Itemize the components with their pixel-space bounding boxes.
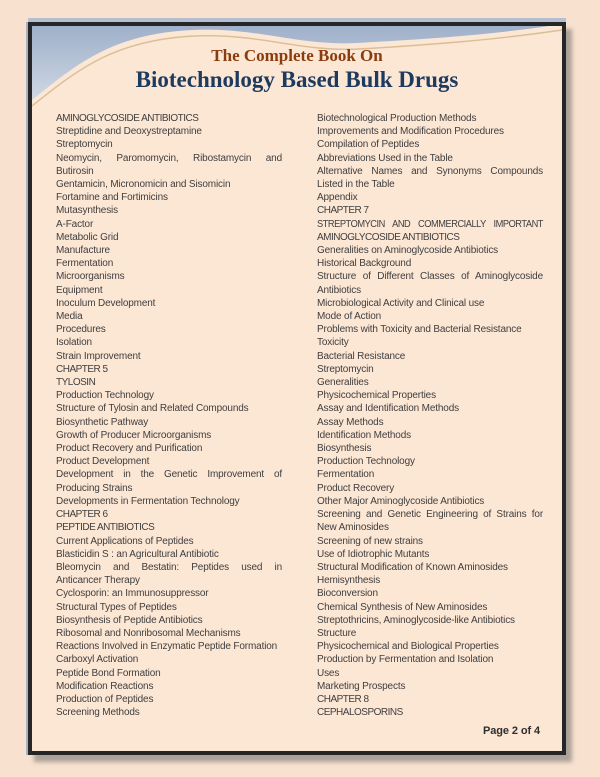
toc-line: Mutasynthesis [56,205,118,217]
toc-line: Gentamicin, Micronomicin and Sisomicin [56,179,231,191]
toc-line: Marketing Prospects [317,680,406,692]
toc-line: Development in the Genetic Improvement of [56,469,282,481]
toc-line: Ribosomal and Nonribosomal Mechanisms [56,627,241,639]
toc-line: Structure [317,627,357,639]
toc-line: Appendix [317,192,358,204]
toc-line: Current Applications of Peptides [56,535,194,547]
toc-line: CHAPTER 8 [317,693,369,705]
toc-line: Fermentation [56,258,114,270]
toc-line: Inoculum Development [56,297,156,309]
toc-line: Biosynthesis [317,443,372,455]
toc-line: Structural Types of Peptides [56,601,177,613]
toc-line: Assay Methods [317,416,384,428]
toc-line: Cyclosporin: an Immunosuppressor [56,588,209,600]
toc-line: Historical Background [317,258,412,270]
toc-line: Isolation [56,337,92,349]
toc-line: New Aminosides [317,522,389,534]
toc-line: CEPHALOSPORINS [317,707,403,719]
toc-line: Neomycin, Paromomycin, Ribostamycin and [56,152,282,164]
toc-line: Media [56,311,83,323]
toc-line: Generalities [317,377,369,389]
toc-line: Procedures [56,324,106,336]
toc-line: Streptidine and Deoxystreptamine [56,126,202,138]
toc-line: Biosynthetic Pathway [56,416,149,428]
toc-line: Abbreviations Used in the Table [317,152,453,164]
toc-line: Biotechnological Production Methods [317,113,477,124]
toc-line: Bacterial Resistance [317,350,406,362]
toc-line: Fortamine and Fortimicins [56,192,168,204]
toc-line: Listed in the Table [317,179,395,191]
toc-line: Physicochemical Properties [317,390,436,402]
toc-line: Streptomycin [56,139,113,151]
toc-line: Strain Improvement [56,350,141,362]
toc-line: Structural Modification of Known Aminosides [317,561,508,573]
toc-line: Microorganisms [56,271,125,283]
toc-line: Identification Methods [317,429,411,441]
toc-line: Chemical Synthesis of New Aminosides [317,601,488,613]
toc-line: Production Technology [317,456,415,468]
toc-line: Other Major Aminoglycoside Antibiotics [317,495,485,507]
toc-line: Uses [317,667,340,679]
document-frame [28,22,566,755]
toc-line: Structure of Different Classes of Aminoglycoside [317,271,543,283]
toc-line: Streptomycin [317,363,374,375]
toc-line: Anticancer Therapy [56,575,140,587]
toc-line: Assay and Identification Methods [317,403,459,415]
toc-line: Developments in Fermentation Technology [56,495,240,507]
page-number: Page 2 of 4 [483,725,540,737]
toc-line: Alternative Names and Synonyms Compounds [317,165,543,177]
toc-line: PEPTIDE ANTIBIOTICS [56,522,155,534]
toc-line: Product Recovery [317,482,395,494]
toc-line: STREPTOMYCIN AND COMMERCIALLY IMPORTANT [317,218,544,230]
toc-line: Production Technology [56,390,154,402]
toc-line: Production by Fermentation and Isolation [317,654,494,666]
toc-line: Use of Idiotrophic Mutants [317,548,430,560]
toc-line: Physicochemical and Biological Properties [317,641,499,653]
toc-line: CHAPTER 5 [56,363,108,375]
toc-line: A-Factor [56,218,94,230]
book-title: Biotechnology Based Bulk Drugs [135,67,459,92]
toc-line: Equipment [56,284,103,296]
toc-line: Peptide Bond Formation [56,667,161,679]
book-subtitle: The Complete Book On [211,46,383,65]
toc-line: Producing Strains [56,482,133,494]
toc-line: Metabolic Grid [56,231,119,243]
toc-line: CHAPTER 6 [56,509,108,521]
toc-line: Manufacture [56,245,110,257]
toc-line: Screening of new strains [317,535,423,547]
toc-line: Microbiological Activity and Clinical use [317,297,485,309]
toc-line: Carboxyl Activation [56,654,139,666]
toc-line: Butirosin [56,165,94,177]
toc-line: Compilation of Peptides [317,139,420,151]
toc-line: Screening Methods [56,707,140,719]
toc-line: Structure of Tylosin and Related Compounds [56,403,249,415]
toc-line: Mode of Action [317,311,382,323]
toc-line: Biosynthesis of Peptide Antibiotics [56,614,203,626]
toc-line: TYLOSIN [56,377,96,389]
toc-line: Streptothricins, Aminoglycoside-like Antibiotics [317,614,515,626]
toc-line: Bleomycin and Bestatin: Peptides used in [56,561,282,573]
toc-column-left [56,112,282,719]
toc-line: Antibiotics [317,284,361,296]
toc-line: Product Development [56,456,150,468]
toc-line: AMINOGLYCOSIDE ANTIBIOTICS [56,113,199,124]
toc-line: Product Recovery and Purification [56,443,203,455]
toc-line: Problems with Toxicity and Bacterial Resistance [317,324,522,336]
toc-line: Hemisynthesis [317,575,381,587]
toc-line: CHAPTER 7 [317,205,369,217]
toc-line: Production of Peptides [56,693,154,705]
toc-column-right [317,112,543,719]
toc-line: Modification Reactions [56,680,154,692]
toc-line: Blasticidin S : an Agricultural Antibiotic [56,548,219,560]
title-block [32,46,562,93]
toc-line: Generalities on Aminoglycoside Antibiotics [317,245,499,257]
toc-line: Growth of Producer Microorganisms [56,429,212,441]
toc-line: Toxicity [317,337,349,349]
toc-line: Fermentation [317,469,375,481]
toc-line: AMINOGLYCOSIDE ANTIBIOTICS [317,231,460,243]
toc-line: Reactions Involved in Enzymatic Peptide Formation [56,641,278,653]
toc-line: Screening and Genetic Engineering of Strains for [317,509,543,521]
toc-line: Bioconversion [317,588,378,600]
toc-line: Improvements and Modification Procedures [317,126,504,138]
